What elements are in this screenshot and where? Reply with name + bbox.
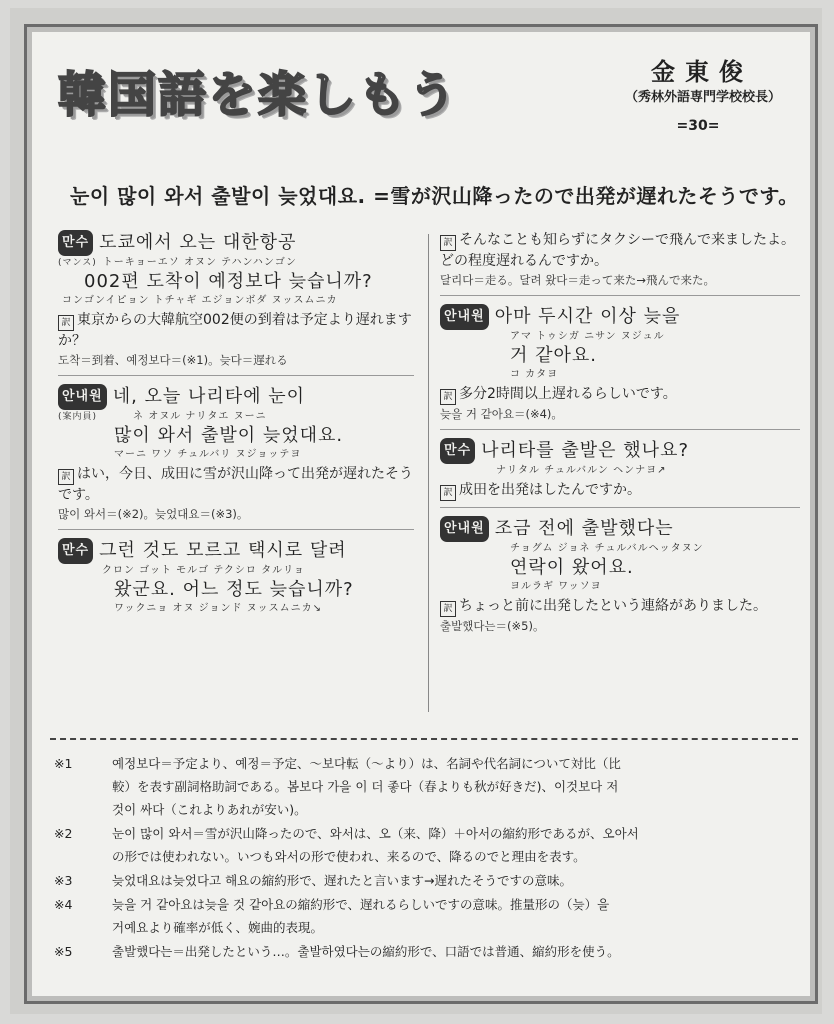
footnote-text [112, 940, 800, 963]
headline: 눈이 많이 와서 출발이 늦었대요. =雪が沢山降ったので出発が遅れたそうです。 [70, 184, 799, 208]
korean-line: 왔군요. 어느 정도 늦습니까? [114, 579, 354, 600]
korean-text: 도쿄에서 오는 대한항공 [99, 232, 297, 253]
footnotes [54, 752, 800, 964]
footnote [54, 752, 800, 821]
footnotes-divider [50, 738, 798, 740]
footnote [54, 940, 800, 963]
footnote-line: の形では使われない。いつも와서の形で使われ、来るので、降るのでと理由を表す。 [112, 849, 586, 864]
footnote-line: 늦었대요は늦었다고 해요の縮約形で、遅れたと言います→遅れたそうですの意味。 [112, 873, 572, 888]
translation-text: そんなことも知らずにタクシーで飛んで来ましたよ。どの程度遅れるんですか。 [440, 232, 795, 269]
footnote-line: 출발했다는＝出発したという…。출발하였다는の縮約形で、口語では普通、縮約形を使う。 [112, 944, 620, 959]
kana-text: トーキョーエソ オヌン テハンハンゴン [102, 257, 297, 268]
footnote-line: 눈이 많이 와서＝雪が沢山降ったので、와서は、오（来、降）＋아서の縮約形であるが、오아서 [112, 826, 639, 841]
japanese-translation [440, 480, 800, 501]
translation-text: 東京からの大韓航空002便の到着は予定より遅れますか？ [58, 312, 412, 349]
vocab-note: 늦을 거 같아요＝(※4)。 [440, 407, 563, 421]
dialogue-block [440, 516, 800, 635]
footnote-line: 늦을 거 같아요は늦을 것 같아요の縮約形で、遅れるらしいですの意味。推量形の（늦）을 [112, 897, 610, 912]
kana-reading: ヨルラギ ワッソヨ [510, 581, 602, 592]
section-divider [440, 507, 800, 508]
speaker-tag: 만수 [58, 538, 93, 564]
footnote [54, 893, 800, 939]
translation-mark: 訳 [440, 235, 456, 251]
korean-line [440, 304, 800, 330]
vocab-note: 달리다＝走る。달려 왔다＝走って来た→飛んで来た。 [440, 273, 716, 287]
kana-reading: アマ トゥシガ ニサン ヌジュル [510, 331, 665, 342]
korean-line: 많이 와서 출발이 늦었대요. [114, 425, 344, 446]
footnote-text [112, 752, 800, 821]
korean-line: 연락이 왔어요. [510, 557, 634, 578]
kana-reading [58, 410, 414, 424]
korean-text: 나리타를 출발은 했나요? [481, 440, 690, 461]
kana-reading: クロン ゴット モルゴ テクシロ タルリョ [102, 565, 305, 576]
dialogue-block [440, 230, 800, 289]
vocab-note: 많이 와서＝(※2)。늦었대요＝(※3)。 [58, 507, 249, 521]
page [10, 8, 822, 1014]
kana-reading: ナリタル チュルバルン ヘンナヨ↗ [496, 465, 667, 476]
dialogue-block [440, 438, 800, 501]
section-divider [440, 295, 800, 296]
dialogue-block [58, 538, 414, 616]
korean-text: 네, 오늘 나리타에 눈이 [112, 386, 306, 407]
speaker-tag: 안내원 [58, 384, 107, 410]
translation-text: ちょっと前に出発したという連絡がありました。 [459, 598, 767, 614]
kana-reading: ワックニョ オヌ ジョンド ヌッスムニカ↘ [114, 603, 323, 614]
vocab-note: 도착＝到着、예정보다＝(※1)。늦다＝遅れる [58, 353, 288, 367]
footnote-number: ※2 [54, 826, 73, 841]
footnote-number: ※4 [54, 897, 73, 912]
kana-text: ネ オヌル ナリタエ ヌーニ [133, 411, 267, 422]
dialogue-block [58, 230, 414, 369]
speaker-role: (マンス) [58, 258, 97, 268]
translation-mark: 訳 [440, 485, 456, 501]
translation-text: 成田を出発はしたんですか。 [459, 482, 641, 498]
author-affiliation: （秀林外語専門学校校長） [624, 90, 781, 105]
korean-line: 002편 도착이 예정보다 늦습니까? [84, 271, 373, 292]
korean-line [58, 230, 414, 256]
footnote-line: 較）を表す副詞格助詞である。봄보다 가을 이 더 좋다（春よりも秋が好きだ)、이것보다 저 [112, 779, 619, 794]
vocab-note: 출발했다는＝(※5)。 [440, 619, 545, 633]
kana-reading: チョグム ジョネ チュルバルヘッタヌン [510, 543, 704, 554]
section-divider [58, 375, 414, 376]
kana-reading: コ カタヨ [510, 369, 559, 380]
speaker-role: (案内員) [58, 412, 98, 422]
korean-text: 그런 것도 모르고 택시로 달려 [99, 540, 347, 561]
dialogue-block [440, 304, 800, 423]
footnote-line: 것이 싸다（これよりあれが安い)。 [112, 802, 307, 817]
footnote [54, 869, 800, 892]
korean-line [58, 538, 414, 564]
translation-mark: 訳 [440, 389, 456, 405]
translation-text: 多分2時間以上遅れるらしいです。 [459, 386, 677, 402]
translation-mark: 訳 [58, 315, 74, 331]
footnote-line: 거예요より確率が低く、婉曲的表現。 [112, 920, 323, 935]
column-divider [428, 234, 429, 712]
section-divider [440, 429, 800, 430]
kana-reading: マーニ ワソ チュルバリ ヌジョッテヨ [114, 449, 302, 460]
translation-text: はい，今日、成田に雪が沢山降って出発が遅れたそうです。 [58, 466, 413, 503]
footnote-number: ※3 [54, 873, 73, 888]
footnote-text [112, 869, 800, 892]
kana-reading [58, 256, 414, 270]
speaker-tag: 만수 [440, 438, 475, 464]
japanese-translation [440, 596, 800, 617]
right-column [440, 230, 800, 635]
speaker-tag: 안내원 [440, 516, 489, 542]
footnote-text [112, 893, 800, 939]
issue-number: =30= [676, 118, 720, 134]
dialogue-block [58, 384, 414, 523]
footnote-number: ※5 [54, 944, 73, 959]
section-divider [58, 529, 414, 530]
footnote [54, 822, 800, 868]
japanese-translation [58, 310, 414, 351]
article-title: 韓国語を楽しもう [58, 67, 459, 123]
translation-mark: 訳 [440, 601, 456, 617]
japanese-translation [440, 230, 800, 271]
translation-mark: 訳 [58, 469, 74, 485]
footnote-line: 예정보다＝予定より、예정＝予定、～보다転（～より）は、名詞や代名詞について対比（比 [112, 756, 621, 771]
left-column [58, 230, 414, 616]
japanese-translation [440, 384, 800, 405]
author-name: 金東俊 [651, 57, 753, 86]
footnote-text [112, 822, 800, 868]
footnote-number: ※1 [54, 756, 73, 771]
korean-text: 아마 두시간 이상 늦을 [494, 306, 681, 327]
korean-line [440, 438, 800, 464]
korean-line [58, 384, 414, 410]
kana-reading: コンゴンイピョン トチャギ エジョンボダ ヌッスムニカ [62, 295, 338, 306]
japanese-translation [58, 464, 414, 505]
speaker-tag: 만수 [58, 230, 93, 256]
speaker-tag: 안내원 [440, 304, 489, 330]
korean-text: 조금 전에 출발했다는 [494, 518, 674, 539]
korean-line [440, 516, 800, 542]
korean-line: 거 같아요. [510, 345, 597, 366]
